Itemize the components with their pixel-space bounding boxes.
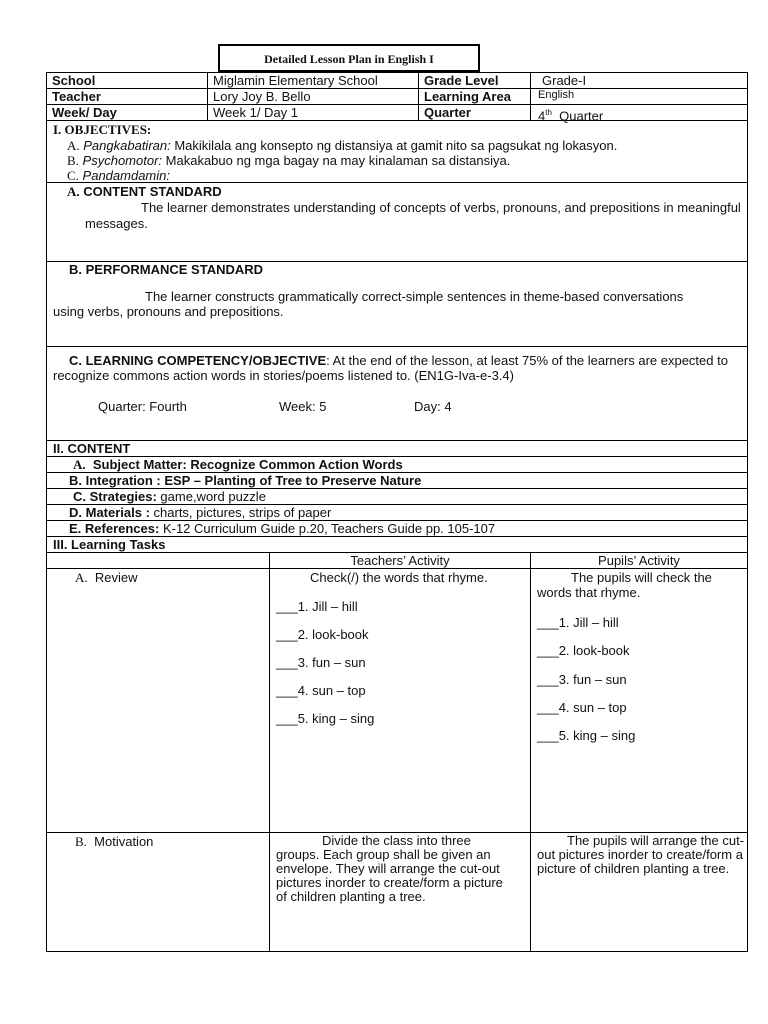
review-teacher-item: ___5. king – sing [276,711,375,726]
header-row-teacher [47,89,747,105]
materials-row [47,505,747,521]
content-standard-heading: A. CONTENT STANDARD [67,184,222,199]
subject-matter-row [47,457,747,473]
week-value: Week 1/ Day 1 [207,105,418,120]
quarter-word: Quarter [559,108,604,124]
review-teacher-cell [269,569,530,832]
motivation-teacher-cell [269,833,530,951]
review-pupil-item: ___3. fun – sun [537,672,627,687]
strategies-row [47,489,747,505]
review-teacher-item: ___3. fun – sun [276,655,366,670]
performance-standard-text: The learner constructs grammatically correct-simple sentences in theme-based conversations using verbs, pronouns and prepositions. [53,289,684,319]
competency-week: Week: 5 [279,399,327,414]
competency-day: Day: 4 [414,399,452,414]
area-label: Learning Area [418,89,530,104]
references: E. References: K-12 Curriculum Guide p.20, Teachers Guide pp. 105-107 [69,521,496,536]
grade-value: Grade-I [530,73,747,88]
review-pupil-intro: The pupils will check the words that rhyme. [537,570,712,600]
competency-section [47,347,747,441]
review-teacher-item: ___2. look-book [276,627,369,642]
objectives-heading: I. OBJECTIVES: [53,122,152,137]
content-heading-row [47,441,747,457]
integration-row [47,473,747,489]
quarter-value [530,105,747,124]
header-row-school [47,73,747,89]
content-heading: II. CONTENT [53,441,131,456]
competency-quarter: Quarter: Fourth [98,399,187,414]
learning-tasks-heading-row [47,537,747,553]
motivation-pupil-cell [530,833,747,951]
grade-label: Grade Level [418,73,530,88]
content-standard-section [47,183,747,262]
area-value: English [530,89,747,104]
motivation-label-cell [47,833,269,951]
lesson-plan-table [46,72,748,952]
motivation-teacher-text: Divide the class into three groups. Each group shall be given an envelope. They will arrange the cut-out pictures inorder to create/form a picture of children planting a tree. [276,833,503,904]
school-label: School [52,73,96,88]
tasks-column-header-row [47,553,747,569]
motivation-pupil-text: The pupils will arrange the cut-out pictures inorder to create/form a picture of children planting a tree. [537,833,745,876]
week-label: Week/ Day [52,105,117,120]
review-pupil-cell [530,569,747,832]
quarter-number: 4 [538,108,546,124]
review-teacher-item: ___4. sun – top [276,683,366,698]
strategies: C. Strategies: game,word puzzle [73,489,266,504]
review-row [47,569,747,833]
integration: B. Integration : ESP – Planting of Tree to Preserve Nature [69,473,422,488]
performance-standard-section [47,262,747,347]
subject-matter: A. Subject Matter: Recognize Common Action Words [73,457,403,472]
quarter-label: Quarter [418,105,530,120]
tasks-blank-header [47,553,269,568]
document-title: Detailed Lesson Plan in English I [218,44,480,72]
learning-tasks-heading: III. Learning Tasks [53,537,166,552]
review-label: A. Review [75,570,138,585]
references-row [47,521,747,537]
review-pupil-item: ___1. Jill – hill [537,615,619,630]
competency-text: C. LEARNING COMPETENCY/OBJECTIVE: At the end of the lesson, at least 75% of the learners are expected to recognize commons action words in stories/poems listened to. (EN1G-Iva-e-3.4) [53,353,728,383]
teacher-value: Lory Joy B. Bello [207,89,418,104]
objective-b: B. Psychomotor: Makakabuo ng mga bagay na may kinalaman sa distansiya. [67,153,511,168]
pupils-activity-header: Pupils’ Activity [530,553,747,568]
review-pupil-item: ___2. look-book [537,643,630,658]
objectives-section [47,121,747,183]
objective-a: A. Pangkabatiran: Makikilala ang konsepto ng distansiya at gamit nito sa pagsukat ng lokasyon. [67,138,618,153]
quarter-suffix: th [545,108,552,117]
header-row-week [47,105,747,124]
performance-standard-heading: B. PERFORMANCE STANDARD [69,262,264,277]
review-pupil-item: ___5. king – sing [537,728,636,743]
review-teacher-item: ___1. Jill – hill [276,599,358,614]
content-standard-text: The learner demonstrates understanding of concepts of verbs, pronouns, and prepositions in meaningful messages. [85,200,741,231]
review-pupil-item: ___4. sun – top [537,700,627,715]
school-value: Miglamin Elementary School [207,73,418,88]
teachers-activity-header: Teachers’ Activity [269,553,530,568]
teacher-label: Teacher [52,89,101,104]
objective-c: C. Pandamdamin: [67,168,170,183]
motivation-row [47,833,747,951]
motivation-label: B. Motivation [75,834,154,849]
review-label-cell [47,569,269,832]
review-teacher-intro: Check(/) the words that rhyme. [310,570,488,585]
materials: D. Materials : charts, pictures, strips of paper [69,505,332,520]
